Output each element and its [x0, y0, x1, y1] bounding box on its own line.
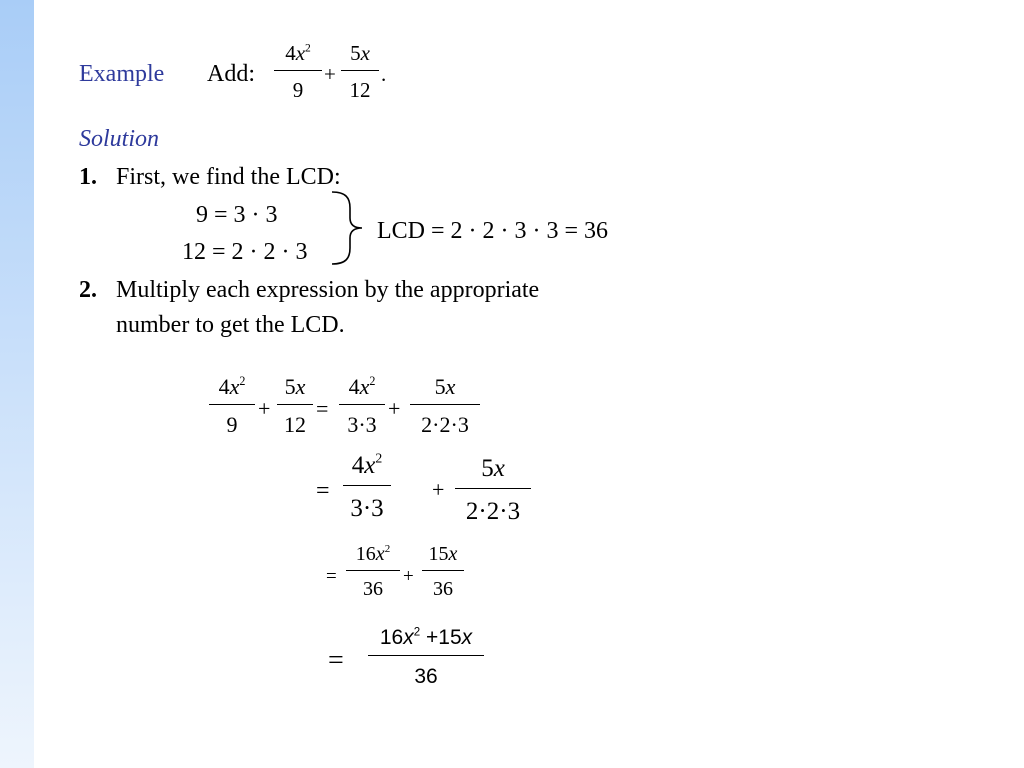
example-frac-2: 5x 12	[341, 43, 379, 101]
plus-sign: +	[388, 396, 401, 421]
solution-label: Solution	[79, 126, 160, 152]
plus-sign: +	[432, 477, 445, 502]
add-prompt: Add:	[207, 61, 255, 87]
eq3-frac-2: 15x 36	[422, 544, 464, 599]
equals-sign: =	[328, 645, 344, 676]
eq2-frac-1: $4x^2$ 3·3	[343, 453, 391, 521]
factor-line-12: 12 = 2 · 2 · 3	[182, 239, 308, 265]
period: .	[381, 62, 387, 86]
plus-sign: +	[258, 396, 271, 421]
equals-sign: =	[326, 566, 337, 587]
plus-sign: +	[324, 62, 336, 86]
step2-number: 2.	[79, 277, 97, 303]
plus-sign: +	[403, 566, 414, 587]
final-frac: $16x^2 +15x$ 36	[368, 627, 484, 687]
eq1-frac-4: 5x 2·2·3	[410, 376, 480, 436]
slide-sidebar	[0, 0, 34, 768]
eq3-frac-1: $16x^2$ 36	[346, 544, 400, 599]
equals-sign: =	[316, 396, 329, 421]
factor-line-9: 9 = 3 · 3	[196, 202, 278, 228]
equals-sign: =	[316, 478, 330, 504]
step1-text: First, we find the LCD:	[116, 164, 341, 190]
step1-number: 1.	[79, 164, 97, 190]
eq1-frac-1: $4x^2$ 9	[209, 376, 255, 436]
lcd-result: LCD = 2 · 2 · 3 · 3 = 36	[377, 218, 609, 244]
example-label: Example	[79, 61, 165, 87]
numerator: $4x^2$	[285, 41, 311, 65]
curly-brace-icon	[328, 188, 368, 268]
step2-line-2: number to get the LCD.	[116, 312, 345, 338]
example-frac-1: $4x^2$ 9	[274, 43, 322, 101]
step2-line-1: Multiply each expression by the appropriate	[116, 277, 540, 303]
eq2-frac-2: 5x 2·2·3	[455, 456, 531, 524]
eq1-frac-3: $4x^2$ 3·3	[339, 376, 385, 436]
eq1-frac-2: 5x 12	[277, 376, 313, 436]
